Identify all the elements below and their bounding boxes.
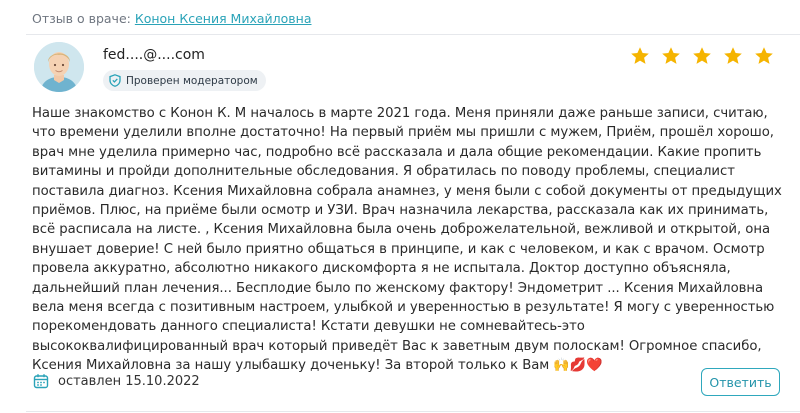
bottom-divider (26, 411, 800, 412)
moderator-badge (103, 70, 266, 91)
star-icon (692, 46, 712, 66)
reply-button[interactable]: Ответить (701, 368, 780, 396)
avatar (34, 42, 84, 92)
review-date (33, 373, 200, 389)
top-divider (26, 34, 800, 35)
review-header-prefix: Отзыв о враче: (32, 11, 131, 26)
shield-icon (109, 74, 121, 87)
star-icon (630, 46, 650, 66)
star-icon (754, 46, 774, 66)
moderator-badge-label: Проверен модератором (126, 74, 258, 87)
review-author: fed....@....com (103, 47, 205, 63)
rating-stars (630, 46, 774, 66)
review-date-text: оставлен 15.10.2022 (58, 373, 200, 389)
star-icon (661, 46, 681, 66)
review-header (32, 11, 312, 29)
calendar-icon (33, 373, 49, 389)
avatar-person-icon (34, 42, 84, 92)
star-icon (723, 46, 743, 66)
doctor-link[interactable]: Конон Ксения Михайловна (134, 11, 312, 26)
review-text: Наше знакомство с Конон К. М началось в марте 2021 года. Меня приняли даже раньше записи, считаю, что времени уделили вполне достаточно! На первый приём мы пришли с мужем, Приём, прошёл хорошо, врач мне уделила примерно час, подробно всё рассказала и дала общие рекомендации. Какие пропить витамины и пройди дополнительные обследования. Я обратилась по поводу проблемы, специалист поставила диагноз. Ксения Михайловна собрала анамнез, у меня были с собой документы от предыдущих приёмов. Плюс, на приёме были осмотр и УЗИ. Врач назначила лекарства, рассказала как их принимать, всё расписала на листе. , Ксения Михайловна была очень доброжелательной, вежливой и открытой, она внушает доверие! С ней было приятно общаться в принципе, и как с человеком, и как с врачом. Осмотр провела аккуратно, абсолютно никакого дискомфорта я не испытала. Доктор доступно объясняла, дальнейший план лечения... Бесплодие было по женскому фактору! Эндометрит ... Ксения Михайловна вела меня всегда с позитивным настроем, улыбкой и уверенностью в результате! Я могу с уверенностью порекомендовать данного специалиста! Кстати девушки не сомневайтесь-это высококвалифицированный врач который приведёт Вас к заветным двум полоскам! Огромное спасибо, Ксения Михайловна за нашу улыбашку доченьку! За второй только к Вам 🙌💋❤️ (32, 106, 782, 374)
